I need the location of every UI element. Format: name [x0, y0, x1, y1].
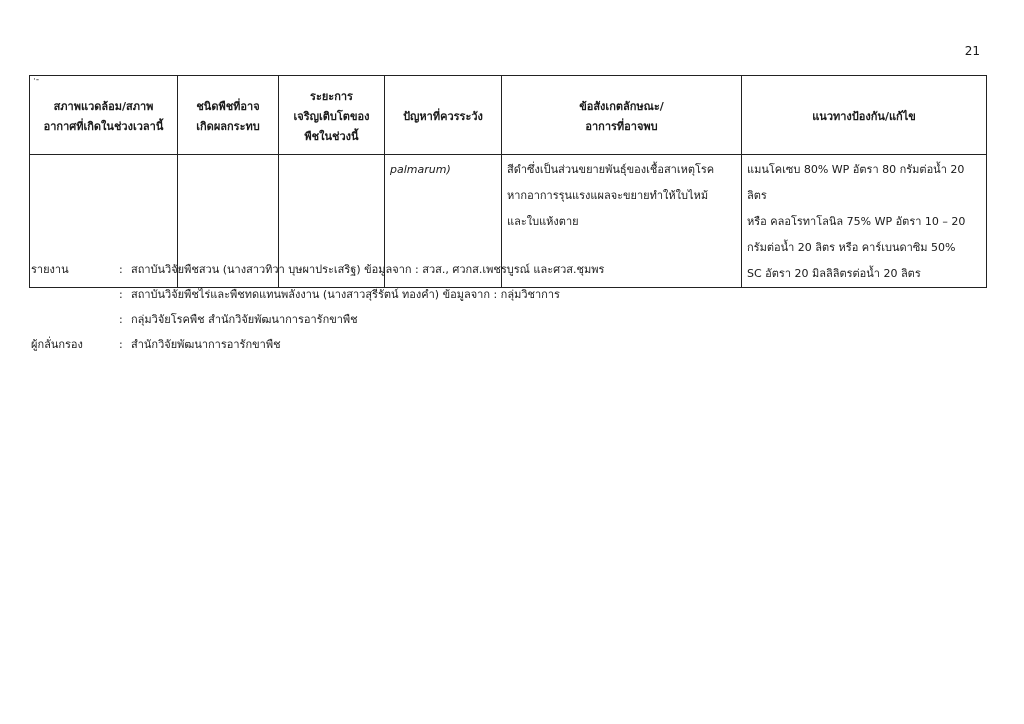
header-environment: สภาพแวดล้อม/สภาพ อากาศที่เกิดในช่วงเวลานี้ [30, 76, 178, 155]
report-separator: : [119, 313, 123, 326]
header-growth-stage: ระยะการ เจริญเติบโตของ พืชในช่วงนี้ [279, 76, 385, 155]
report-line-text: สถาบันวิจัยพืชสวน (นางสาวทิวา บุษผาประเสริฐ) ข้อมูลจาก : สวส., ศวกส.เพชรบูรณ์ และศวส.ชุมพร [131, 263, 605, 276]
reviewer-separator: : [119, 338, 123, 351]
report-footer [31, 257, 604, 357]
report-line-text: สถาบันวิจัยพืชไร่และพืชทดแทนพลังงาน (นางสาวสุรีรัตน์ ทองคำ) ข้อมูลจาก : กลุ่มวิชาการ [131, 288, 560, 301]
header-control: แนวทางป้องกัน/แก้ไข [742, 76, 987, 155]
table-header-row [30, 76, 987, 155]
cell-control: แมนโคเซบ 80% WP อัตรา 80 กรัมต่อน้ำ 20 ลิตร หรือ คลอโรทาโลนิล 75% WP อัตรา 10 – 20 กรัมต่อน้ำ 20 ลิตร หรือ คาร์เบนดาซิม 50% SC อัตรา 20 มิลลิลิตรต่อน้ำ 20 ลิตร [742, 155, 987, 288]
corner-mark: ·- [33, 75, 40, 85]
report-line-text: กลุ่มวิจัยโรคพืช สำนักวิจัยพัฒนาการอารักขาพืช [131, 313, 358, 326]
reviewer-line [31, 332, 604, 357]
report-line [31, 282, 604, 307]
header-problem: ปัญหาที่ควรระวัง [385, 76, 502, 155]
report-separator: : [119, 263, 123, 276]
cell-problem: palmarum) [385, 155, 502, 288]
report-line [31, 257, 604, 282]
report-line [31, 307, 604, 332]
header-symptoms: ข้อสังเกตลักษณะ/ อาการที่อาจพบ [502, 76, 742, 155]
cell-symptoms: สีดำซึ่งเป็นส่วนขยายพันธุ์ของเชื้อสาเหตุโรค หากอาการรุนแรงแผลจะขยายทำให้ใบไหม้ และใบแห้งตาย [502, 155, 742, 288]
reviewer-label: ผู้กลั่นกรอง [31, 338, 83, 351]
report-label: รายงาน [31, 263, 69, 276]
header-crop: ชนิดพืชที่อาจ เกิดผลกระทบ [178, 76, 279, 155]
report-separator: : [119, 288, 123, 301]
reviewer-text: สำนักวิจัยพัฒนาการอารักขาพืช [131, 338, 281, 351]
page-number: 21 [964, 44, 980, 58]
